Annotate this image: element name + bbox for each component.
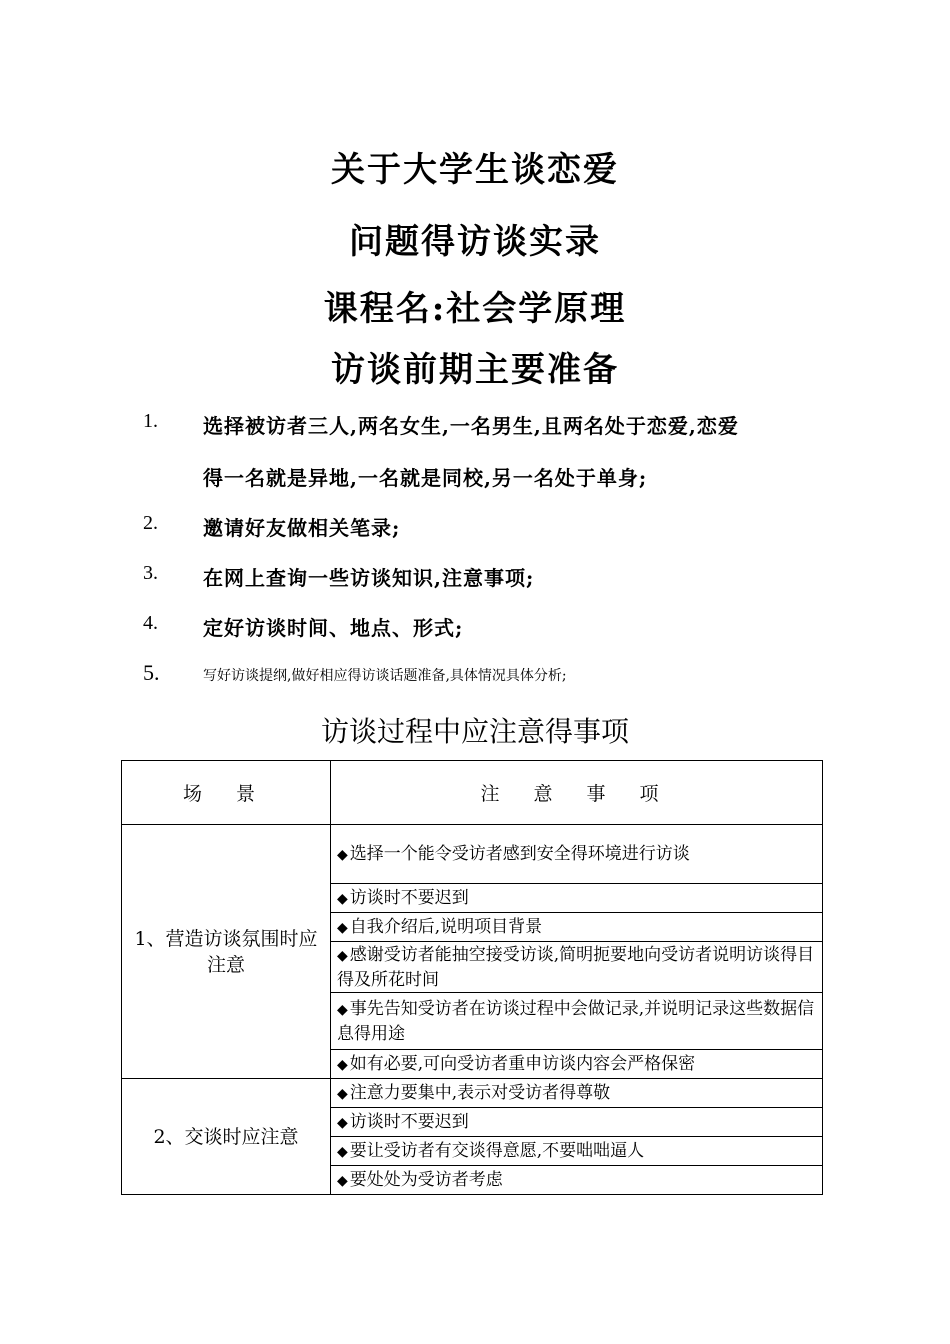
list-number: 1. — [143, 410, 158, 432]
notes-table — [121, 760, 823, 1195]
diamond-bullet-icon: ◆ — [337, 1085, 348, 1102]
note-text: 要处处为受访者考虑 — [349, 1169, 503, 1190]
scene-cell: 1、营造访谈氛围时应注意 — [122, 825, 331, 1079]
note-cell — [331, 884, 823, 913]
note-text: 访谈时不要迟到 — [349, 887, 469, 908]
note-cell — [331, 1166, 823, 1195]
scene-cell: 2、交谈时应注意 — [122, 1079, 331, 1195]
diamond-bullet-icon: ◆ — [337, 1056, 348, 1073]
note-cell — [331, 942, 823, 993]
header-notes: 注 意 事 项 — [331, 761, 823, 825]
diamond-bullet-icon: ◆ — [337, 1172, 348, 1189]
list-number: 3. — [143, 562, 158, 584]
list-text: 邀请好友做相关笔录; — [203, 516, 401, 540]
note-text: 自我介绍后,说明项目背景 — [349, 916, 543, 937]
list-text: 选择被访者三人,两名女生,一名男生,且两名处于恋爱,恋爱 — [203, 414, 739, 438]
table-header-row — [122, 761, 823, 825]
note-text: 要让受访者有交谈得意愿,不要咄咄逼人 — [349, 1140, 645, 1161]
note-text: 注意力要集中,表示对受访者得尊敬 — [349, 1082, 611, 1103]
note-text: 选择一个能令受访者感到安全得环境进行访谈 — [349, 843, 690, 864]
note-cell — [331, 1108, 823, 1137]
section-heading-preparation: 访谈前期主要准备 — [331, 350, 619, 390]
list-text: 定好访谈时间、地点、形式; — [203, 616, 464, 640]
diamond-bullet-icon: ◆ — [337, 947, 348, 964]
list-text: 写好访谈提纲,做好相应得访谈话题准备,具体情况具体分析; — [203, 668, 567, 684]
note-text: 访谈时不要迟到 — [349, 1111, 469, 1132]
note-cell — [331, 1137, 823, 1166]
diamond-bullet-icon: ◆ — [337, 919, 348, 936]
note-cell — [331, 913, 823, 942]
course-name: 课程名:社会学原理 — [323, 289, 627, 329]
note-cell — [331, 993, 823, 1050]
diamond-bullet-icon: ◆ — [337, 1114, 348, 1131]
table-row — [122, 825, 823, 884]
note-cell — [331, 825, 823, 884]
note-text: 事先告知受访者在访谈过程中会做记录,并说明记录这些数据信息得用途 — [337, 998, 815, 1044]
document-title-line-1: 关于大学生谈恋爱 — [331, 150, 619, 190]
diamond-bullet-icon: ◆ — [337, 1143, 348, 1160]
diamond-bullet-icon: ◆ — [337, 846, 348, 863]
diamond-bullet-icon: ◆ — [337, 1001, 348, 1018]
list-number: 2. — [143, 512, 158, 534]
note-cell — [331, 1079, 823, 1108]
note-text: 感谢受访者能抽空接受访谈,简明扼要地向受访者说明访谈得目得及所花时间 — [337, 944, 815, 990]
header-scene: 场 景 — [122, 761, 331, 825]
list-text: 得一名就是异地,一名就是同校,另一名处于单身; — [203, 466, 648, 490]
list-text: 在网上查询一些访谈知识,注意事项; — [203, 566, 535, 590]
table-row — [122, 1079, 823, 1108]
note-text: 如有必要,可向受访者重申访谈内容会严格保密 — [349, 1053, 696, 1074]
list-number: 5. — [143, 660, 160, 685]
diamond-bullet-icon: ◆ — [337, 890, 348, 907]
document-title-line-2: 问题得访谈实录 — [349, 222, 601, 262]
note-cell — [331, 1050, 823, 1079]
list-number: 4. — [143, 612, 158, 634]
section-heading-notes: 访谈过程中应注意得事项 — [320, 715, 629, 748]
